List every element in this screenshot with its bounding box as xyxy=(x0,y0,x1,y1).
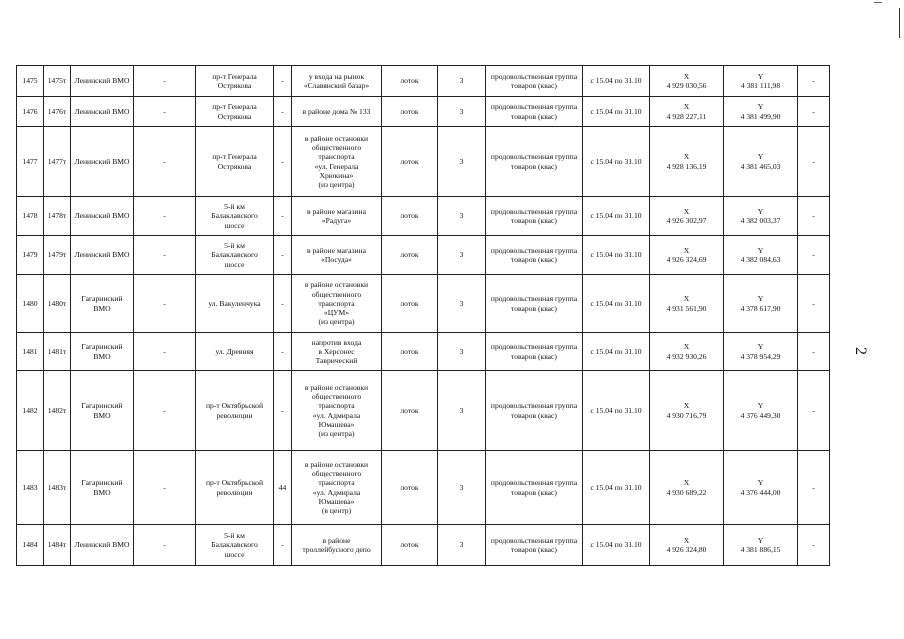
quantity-cell: 3 xyxy=(438,127,486,197)
goods-group-cell: продовольственная группа товаров (квас) xyxy=(486,451,583,525)
location-cell: в районе магазина «Посуда» xyxy=(292,236,382,275)
coord-x-cell: X 4 931 561,90 xyxy=(650,275,724,333)
goods-group-cell: продовольственная группа товаров (квас) xyxy=(486,127,583,197)
note-cell: - xyxy=(798,197,830,236)
house-number-cell: - xyxy=(274,275,292,333)
period-cell: с 15.04 по 31.10 xyxy=(583,333,650,371)
coord-y-cell: Y 4 381 499,90 xyxy=(724,97,798,127)
placement-table xyxy=(16,65,830,566)
house-number-cell: - xyxy=(274,333,292,371)
period-cell: с 15.04 по 31.10 xyxy=(583,371,650,451)
location-cell: напротив входа в Херсонес Таврический xyxy=(292,333,382,371)
table-row xyxy=(17,66,830,97)
row-number-cell: 1484 xyxy=(17,525,44,566)
street-cell: пр-т Генерала Острякова xyxy=(196,66,274,97)
street-cell: ул. Древняя xyxy=(196,333,274,371)
district-cell: Гагаринский ВМО xyxy=(71,451,134,525)
period-cell: с 15.04 по 31.10 xyxy=(583,451,650,525)
district-cell: Ленинский ВМО xyxy=(71,236,134,275)
column-4-cell: - xyxy=(134,197,196,236)
district-cell: Ленинский ВМО xyxy=(71,525,134,566)
quantity-cell: 3 xyxy=(438,236,486,275)
period-cell: с 15.04 по 31.10 xyxy=(583,97,650,127)
coord-y-cell: Y 4 381 111,98 xyxy=(724,66,798,97)
row-number-cell: 1481 xyxy=(17,333,44,371)
table-row xyxy=(17,127,830,197)
object-type-cell: лоток xyxy=(382,525,438,566)
object-type-cell: лоток xyxy=(382,371,438,451)
house-number-cell: - xyxy=(274,236,292,275)
house-number-cell: - xyxy=(274,525,292,566)
location-cell: в районе троллейбусного депо xyxy=(292,525,382,566)
district-cell: Гагаринский ВМО xyxy=(71,371,134,451)
coord-x-cell: X 4 930 716,79 xyxy=(650,371,724,451)
goods-group-cell: продовольственная группа товаров (квас) xyxy=(486,333,583,371)
row-number-cell: 1480 xyxy=(17,275,44,333)
coord-y-cell: Y 4 376 449,30 xyxy=(724,371,798,451)
row-number-cell: 1477 xyxy=(17,127,44,197)
coord-x-cell: X 4 932 930,26 xyxy=(650,333,724,371)
object-code-cell: 1477т xyxy=(44,127,71,197)
goods-group-cell: продовольственная группа товаров (квас) xyxy=(486,236,583,275)
house-number-cell: 44 xyxy=(274,451,292,525)
goods-group-cell: продовольственная группа товаров (квас) xyxy=(486,525,583,566)
quantity-cell: 3 xyxy=(438,97,486,127)
location-cell: у входа на рынок «Славянский базар» xyxy=(292,66,382,97)
object-type-cell: лоток xyxy=(382,236,438,275)
coord-x-cell: X 4 926 324,69 xyxy=(650,236,724,275)
row-number-cell: 1475 xyxy=(17,66,44,97)
object-type-cell: лоток xyxy=(382,127,438,197)
page-number: 2 xyxy=(852,347,869,355)
house-number-cell: - xyxy=(274,127,292,197)
object-type-cell: лоток xyxy=(382,97,438,127)
quantity-cell: 3 xyxy=(438,371,486,451)
note-cell: - xyxy=(798,66,830,97)
coord-y-cell: Y 4 376 444,00 xyxy=(724,451,798,525)
note-cell: - xyxy=(798,451,830,525)
object-type-cell: лоток xyxy=(382,333,438,371)
district-cell: Ленинский ВМО xyxy=(71,97,134,127)
table-row xyxy=(17,371,830,451)
coord-x-cell: X 4 929 030,56 xyxy=(650,66,724,97)
quantity-cell: 3 xyxy=(438,451,486,525)
object-type-cell: лоток xyxy=(382,66,438,97)
quantity-cell: 3 xyxy=(438,333,486,371)
house-number-cell: - xyxy=(274,66,292,97)
goods-group-cell: продовольственная группа товаров (квас) xyxy=(486,197,583,236)
period-cell: с 15.04 по 31.10 xyxy=(583,525,650,566)
column-4-cell: - xyxy=(134,66,196,97)
coord-y-cell: Y 4 382 003,37 xyxy=(724,197,798,236)
house-number-cell: - xyxy=(274,197,292,236)
table-row xyxy=(17,451,830,525)
row-number-cell: 1483 xyxy=(17,451,44,525)
coord-y-cell: Y 4 381 465,03 xyxy=(724,127,798,197)
column-4-cell: - xyxy=(134,236,196,275)
column-4-cell: - xyxy=(134,451,196,525)
object-type-cell: лоток xyxy=(382,275,438,333)
location-cell: в районе остановки общественного транспорта «ул. Адмирала Юмашева» (из центра) xyxy=(292,371,382,451)
coord-y-cell: Y 4 378 617,90 xyxy=(724,275,798,333)
table-row xyxy=(17,197,830,236)
quantity-cell: 3 xyxy=(438,525,486,566)
object-code-cell: 1476т xyxy=(44,97,71,127)
quantity-cell: 3 xyxy=(438,66,486,97)
coord-x-cell: X 4 926 324,80 xyxy=(650,525,724,566)
street-cell: пр-т Генерала Острякова xyxy=(196,127,274,197)
object-code-cell: 1478т xyxy=(44,197,71,236)
street-cell: 5-й км Балаклавского шоссе xyxy=(196,525,274,566)
street-cell: ул. Вакуленчука xyxy=(196,275,274,333)
column-4-cell: - xyxy=(134,371,196,451)
location-cell: в районе остановки общественного транспорта «ул. Адмирала Юмашева» (в центр) xyxy=(292,451,382,525)
house-number-cell: - xyxy=(274,371,292,451)
street-cell: пр-т Октябрьской революции xyxy=(196,451,274,525)
period-cell: с 15.04 по 31.10 xyxy=(583,275,650,333)
coord-x-cell: X 4 928 136,19 xyxy=(650,127,724,197)
note-cell: - xyxy=(798,275,830,333)
house-number-cell: - xyxy=(274,97,292,127)
goods-group-cell: продовольственная группа товаров (квас) xyxy=(486,66,583,97)
district-cell: Ленинский ВМО xyxy=(71,66,134,97)
column-4-cell: - xyxy=(134,333,196,371)
street-cell: пр-т Генерала Острякова xyxy=(196,97,274,127)
location-cell: в районе дома № 133 xyxy=(292,97,382,127)
period-cell: с 15.04 по 31.10 xyxy=(583,236,650,275)
table-row xyxy=(17,275,830,333)
row-number-cell: 1479 xyxy=(17,236,44,275)
object-code-cell: 1475т xyxy=(44,66,71,97)
coord-y-cell: Y 4 381 886,15 xyxy=(724,525,798,566)
location-cell: в районе остановки общественного транспорта «ЦУМ» (из центра) xyxy=(292,275,382,333)
table-row xyxy=(17,97,830,127)
goods-group-cell: продовольственная группа товаров (квас) xyxy=(486,275,583,333)
coord-y-cell: Y 4 378 954,29 xyxy=(724,333,798,371)
district-cell: Гагаринский ВМО xyxy=(71,333,134,371)
period-cell: с 15.04 по 31.10 xyxy=(583,66,650,97)
table-row xyxy=(17,333,830,371)
note-cell: - xyxy=(798,371,830,451)
coord-x-cell: X 4 926 302,97 xyxy=(650,197,724,236)
period-cell: с 15.04 по 31.10 xyxy=(583,197,650,236)
quantity-cell: 3 xyxy=(438,197,486,236)
row-number-cell: 1482 xyxy=(17,371,44,451)
note-cell: - xyxy=(798,236,830,275)
goods-group-cell: продовольственная группа товаров (квас) xyxy=(486,97,583,127)
street-cell: пр-т Октябрьской революции xyxy=(196,371,274,451)
note-cell: - xyxy=(798,333,830,371)
object-code-cell: 1480т xyxy=(44,275,71,333)
object-code-cell: 1484т xyxy=(44,525,71,566)
column-4-cell: - xyxy=(134,525,196,566)
row-number-cell: 1476 xyxy=(17,97,44,127)
note-cell: - xyxy=(798,127,830,197)
scan-edge-mark xyxy=(874,2,882,3)
object-type-cell: лоток xyxy=(382,451,438,525)
period-cell: с 15.04 по 31.10 xyxy=(583,127,650,197)
scan-edge-mark xyxy=(899,8,900,38)
object-code-cell: 1483т xyxy=(44,451,71,525)
object-code-cell: 1479т xyxy=(44,236,71,275)
table-row xyxy=(17,525,830,566)
column-4-cell: - xyxy=(134,127,196,197)
table-row xyxy=(17,236,830,275)
note-cell: - xyxy=(798,525,830,566)
note-cell: - xyxy=(798,97,830,127)
row-number-cell: 1478 xyxy=(17,197,44,236)
district-cell: Ленинский ВМО xyxy=(71,127,134,197)
coord-x-cell: X 4 930 689,22 xyxy=(650,451,724,525)
street-cell: 5-й км Балаклавского шоссе xyxy=(196,236,274,275)
coord-x-cell: X 4 928 227,11 xyxy=(650,97,724,127)
quantity-cell: 3 xyxy=(438,275,486,333)
object-code-cell: 1482т xyxy=(44,371,71,451)
column-4-cell: - xyxy=(134,275,196,333)
goods-group-cell: продовольственная группа товаров (квас) xyxy=(486,371,583,451)
coord-y-cell: Y 4 382 084,63 xyxy=(724,236,798,275)
street-cell: 5-й км Балаклавского шоссе xyxy=(196,197,274,236)
location-cell: в районе магазина «Радуга» xyxy=(292,197,382,236)
district-cell: Гагаринский ВМО xyxy=(71,275,134,333)
location-cell: в районе остановки общественного транспорта «ул. Генерала Хрюкина» (из центра) xyxy=(292,127,382,197)
column-4-cell: - xyxy=(134,97,196,127)
district-cell: Ленинский ВМО xyxy=(71,197,134,236)
object-type-cell: лоток xyxy=(382,197,438,236)
object-code-cell: 1481т xyxy=(44,333,71,371)
